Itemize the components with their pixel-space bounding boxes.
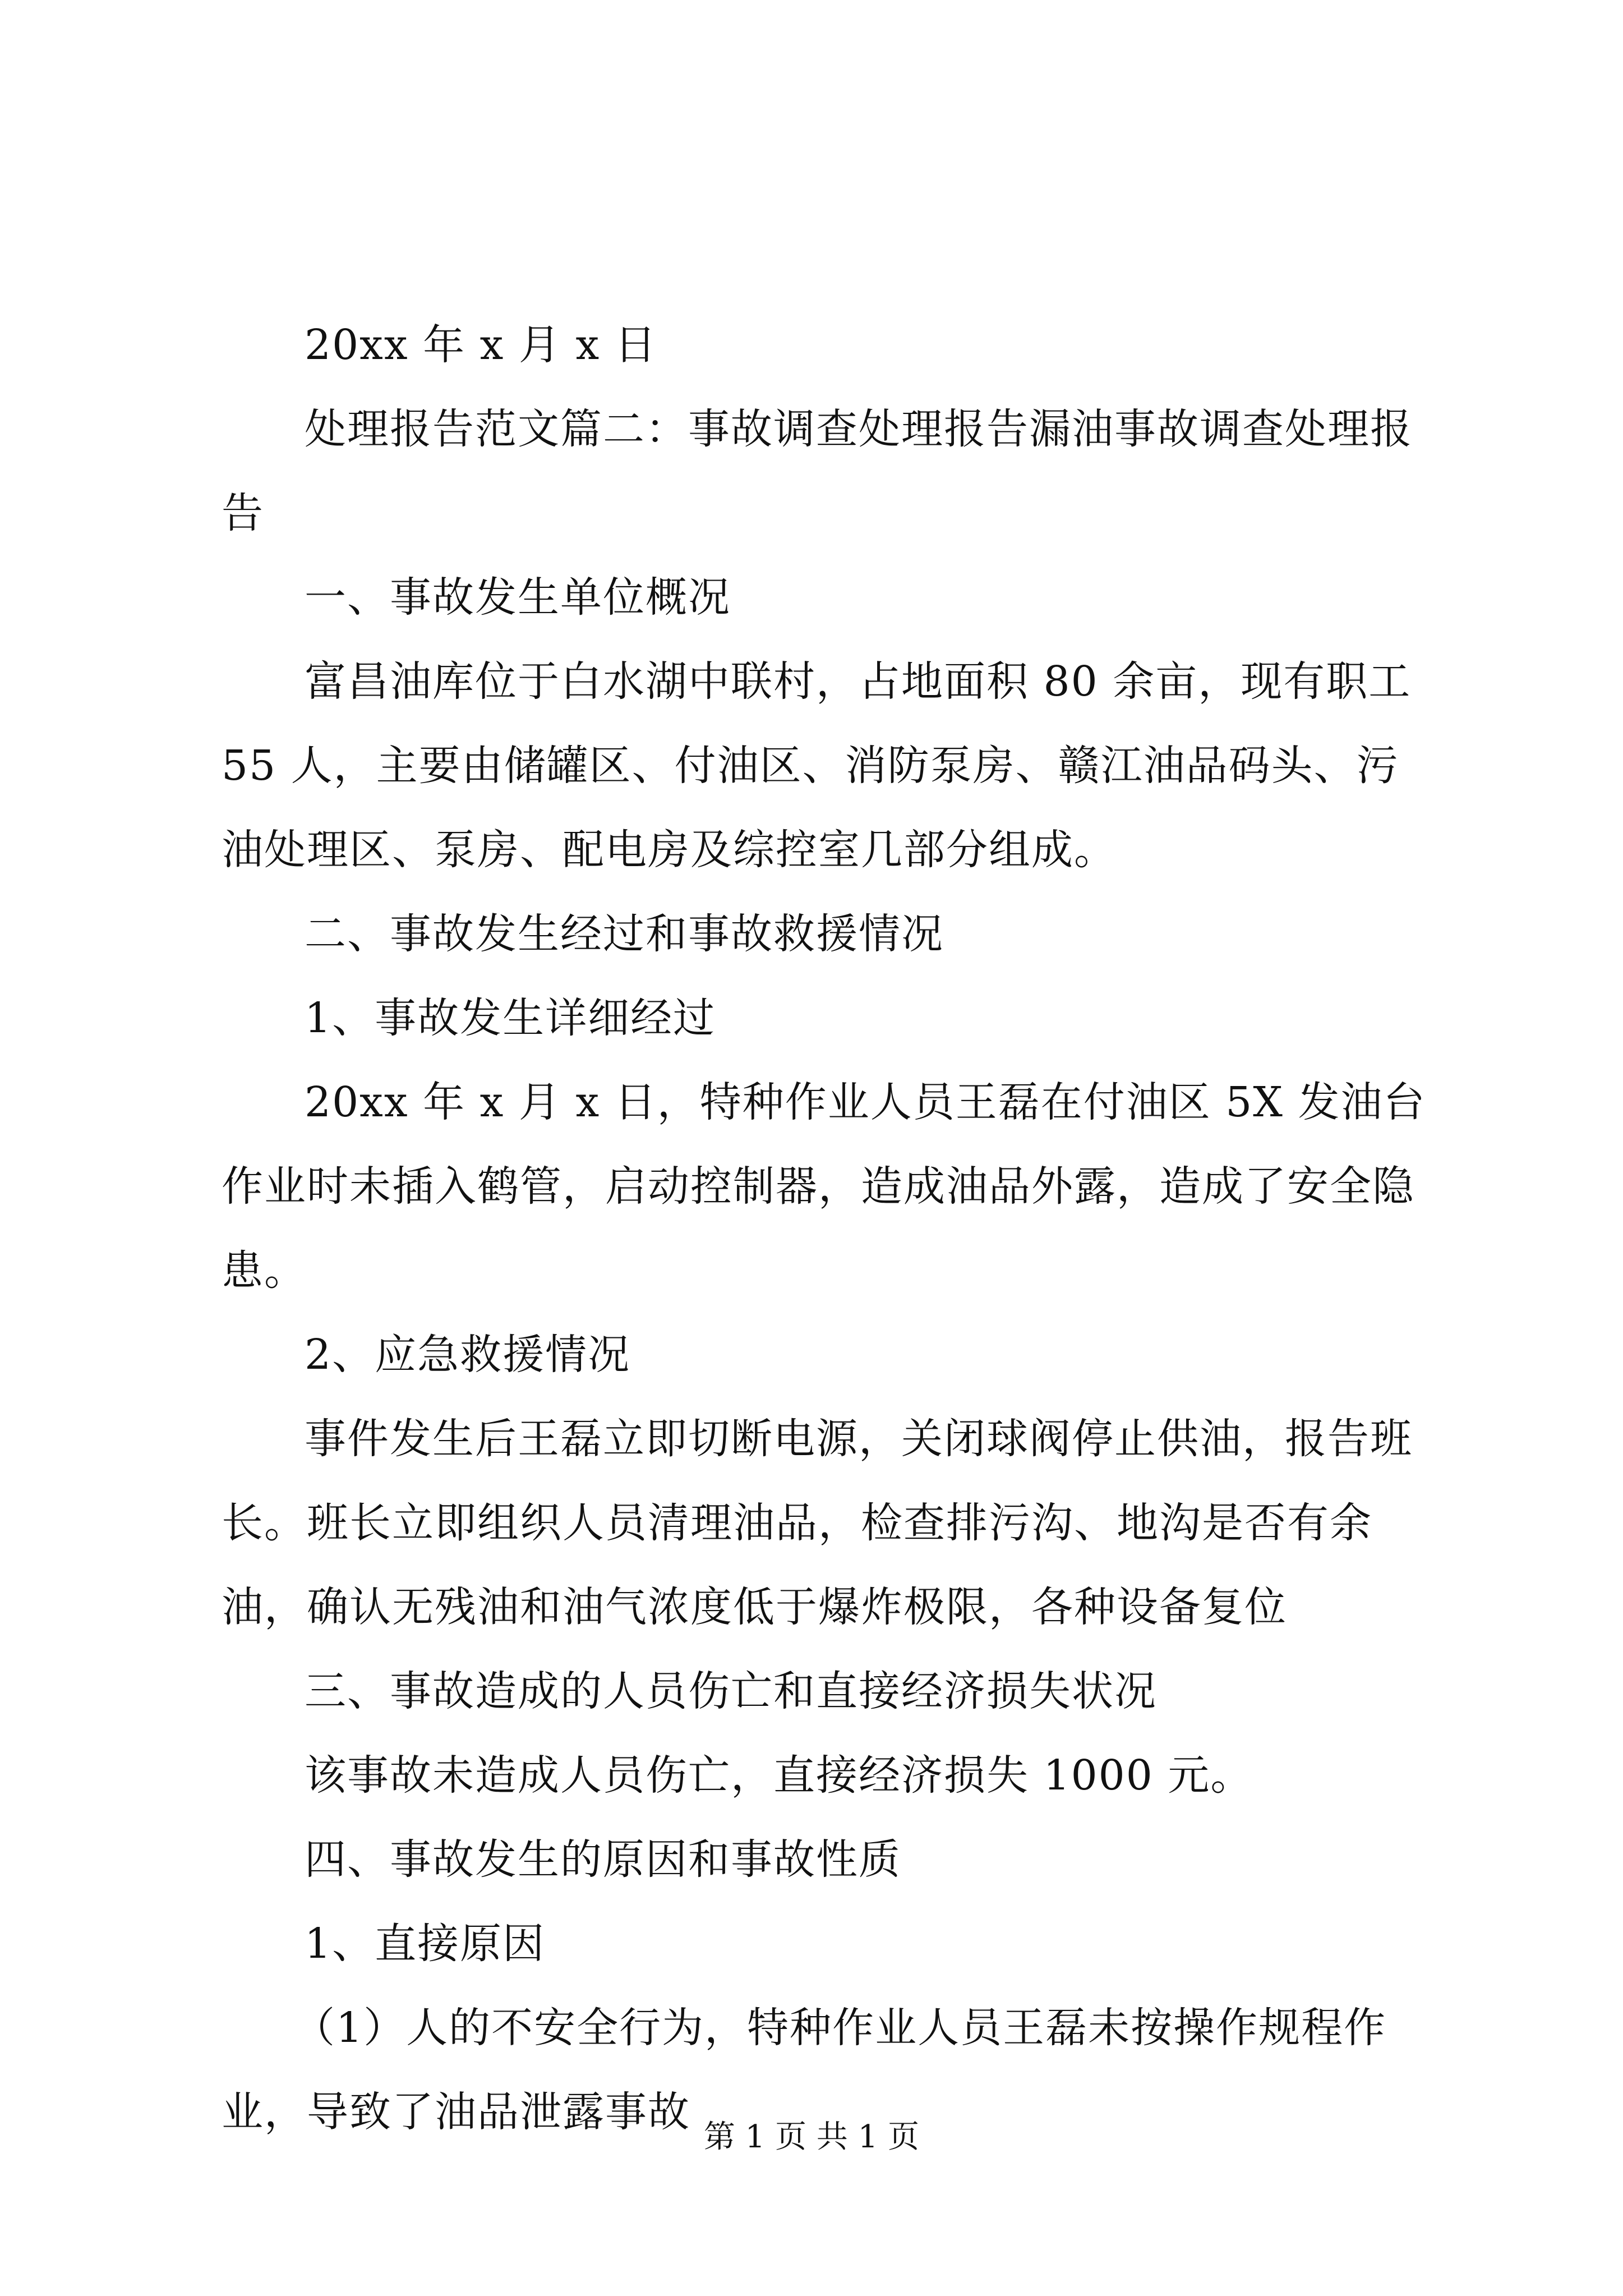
- body-paragraph: （1）人的不安全行为，特种作业人员王磊未按操作规程作业，导致了油品泄露事故: [222, 2004, 1387, 2136]
- page-footer: 第 1 页 共 1 页: [703, 2119, 920, 2155]
- heading-3: 三、事故造成的人员伤亡和直接经济损失状况: [305, 1667, 1157, 1715]
- body-paragraph: 事件发生后王磊立即切断电源，关闭球阀停止供油，报告班长。班长立即组织人员清理油品，检查排污沟、地沟是否有余油，确认无残油和油气浓度低于爆炸极限，各种设备复位: [222, 1415, 1413, 1631]
- date-line: 20xx 年 x 月 x 日: [305, 321, 657, 369]
- document-body: [222, 303, 1433, 2154]
- body-paragraph: 富昌油库位于白水湖中联村，占地面积 80 余亩，现有职工 55 人，主要由储罐区、付油区、消防泵房、赣江油品码头、污油处理区、泵房、配电房及综控室几部分组成。: [222, 657, 1412, 874]
- heading-2: 二、事故发生经过和事故救援情况: [305, 910, 944, 958]
- subheading: 1、事故发生详细经过: [305, 994, 716, 1042]
- body-paragraph: 该事故未造成人员伤亡，直接经济损失 1000 元。: [305, 1751, 1253, 1800]
- body-paragraph: 20xx 年 x 月 x 日，特种作业人员王磊在付油区 5X 发油台作业时未插入鹤管，启动控制器，造成油品外露，造成了安全隐患。: [222, 1078, 1426, 1295]
- subheading: 1、直接原因: [305, 1920, 546, 1968]
- heading-4: 四、事故发生的原因和事故性质: [305, 1835, 901, 1884]
- subheading: 2、应急救援情况: [305, 1331, 631, 1379]
- heading-1: 一、事故发生单位概况: [305, 573, 731, 622]
- section-title: 处理报告范文篇二：事故调查处理报告漏油事故调查处理报告: [222, 405, 1413, 537]
